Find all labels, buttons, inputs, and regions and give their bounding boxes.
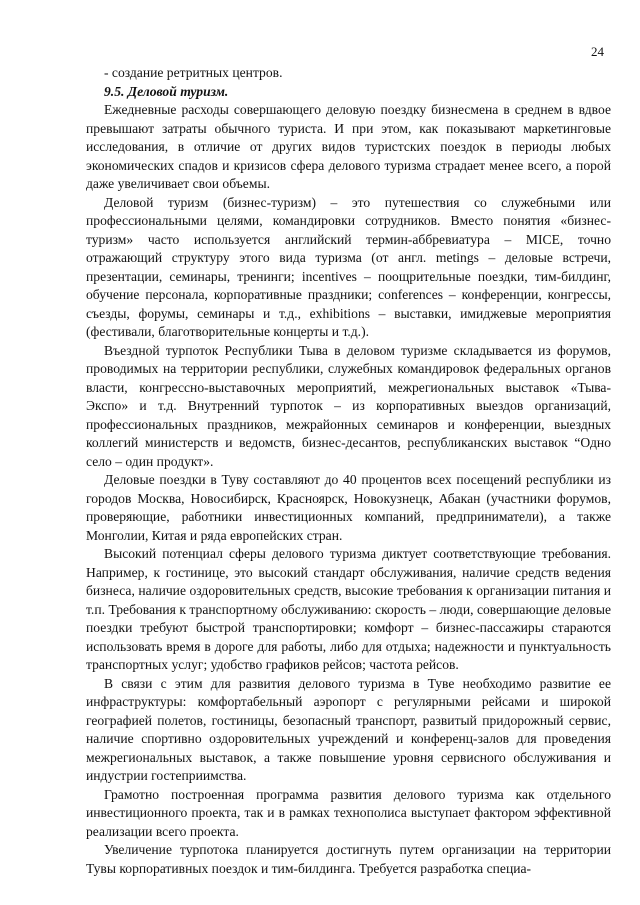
paragraph: Увеличение турпотока планируется достигнуть путем организации на территории Тувы корпоративных поездок и тим-билдинга. Требуется разработка специа- xyxy=(86,842,611,876)
paragraph: Ежедневные расходы совершающего деловую поездку бизнесмена в среднем в вдвое превышают затраты обычного туриста. И при этом, как показывают маркетинговые исследования, в отличие от других видов туристских поездок в периоды любых экономических спадов и кризисов сфера делового туризма страдает менее всего, а порой даже увеличивает свои объемы. xyxy=(86,102,611,191)
paragraph: Деловые поездки в Туву составляют до 40 процентов всех посещений республики из городов Москва, Новосибирск, Красноярск, Новокузнецк, Абакан (участники форумов, проверяющие, работники инвестиционных компаний, предприниматели), а также Монголии, Китая и ряда европейских стран. xyxy=(86,472,611,543)
page-number: 24 xyxy=(591,44,604,59)
intro-line: - создание ретритных центров. xyxy=(104,65,283,80)
paragraph: Высокий потенциал сферы делового туризма диктует соответствующие требования. Например, к гостинице, это высокий стандарт обслуживания, наличие средств ведения бизнеса, наличие оздоровительных средств, высокие требования к организации питания и т.п. Требования к транспортному обслуживанию: скорость – люди, совершающие деловые поездки требуют быстрой транспортировки; комфорт – бизнес-пассажиры стараются использовать время в дороге для работы, либо для отдыха; надежности и пунктуальность транспортных услуг; удобство графиков рейсов; частота рейсов. xyxy=(86,546,611,672)
paragraph: Въездной турпоток Республики Тыва в деловом туризме складывается из форумов, проводимых на территории республики, служебных командировок федеральных органов власти, конгрессно-выставочных мероприятий, межрегиональных выставок «Тыва-Экспо» и т.д. Внутренний турпоток – из корпоративных выездов организаций, профессиональных праздников, межрайонных семинаров и конференции, выездных коллегий министерств и ведомств, бизнес-десантов, республиканских выставок “Одно село – один продукт». xyxy=(86,342,611,469)
paragraph: В связи с этим для развития делового туризма в Туве необходимо развитие ее инфраструктуры: комфортабельный аэропорт с регулярными рейсами и широкой географией полетов, гостиницы, безопасный транспорт, развитый придорожный сервис, наличие спортивно оздоровительных учреждений и конференц-залов для проведения межрегиональных выставок, а также повышение уровня сервисного обслуживания и индустрии гостеприимства. xyxy=(86,675,611,783)
section-heading: 9.5. Деловой туризм. xyxy=(104,83,229,99)
paragraph: Деловой туризм (бизнес-туризм) – это путешествия со служебными или профессиональными целями, командировки сотрудников. Вместо понятия «бизнес-туризм» часто используется английский термин-аббревиатура – MICE, точно отражающий структуру этого вида туризма (от англ. metings – деловые встречи, презентации, семинары, тренинги; incentives – поощрительные поездки, тим-билдинг, обучение персонала, корпоративные праздники; conferences – конференции, конгрессы, съезды, форумы, семинары и т.д., exhibitions – выставки, имиджевые мероприятия (фестивали, благотворительные концерты и т.д.). xyxy=(86,194,611,339)
page-content xyxy=(86,64,611,878)
paragraph: Грамотно построенная программа развития делового туризма как отдельного инвестиционного проекта, так и в рамках технополиса выступает фактором эффективной реализации всего проекта. xyxy=(86,786,611,839)
